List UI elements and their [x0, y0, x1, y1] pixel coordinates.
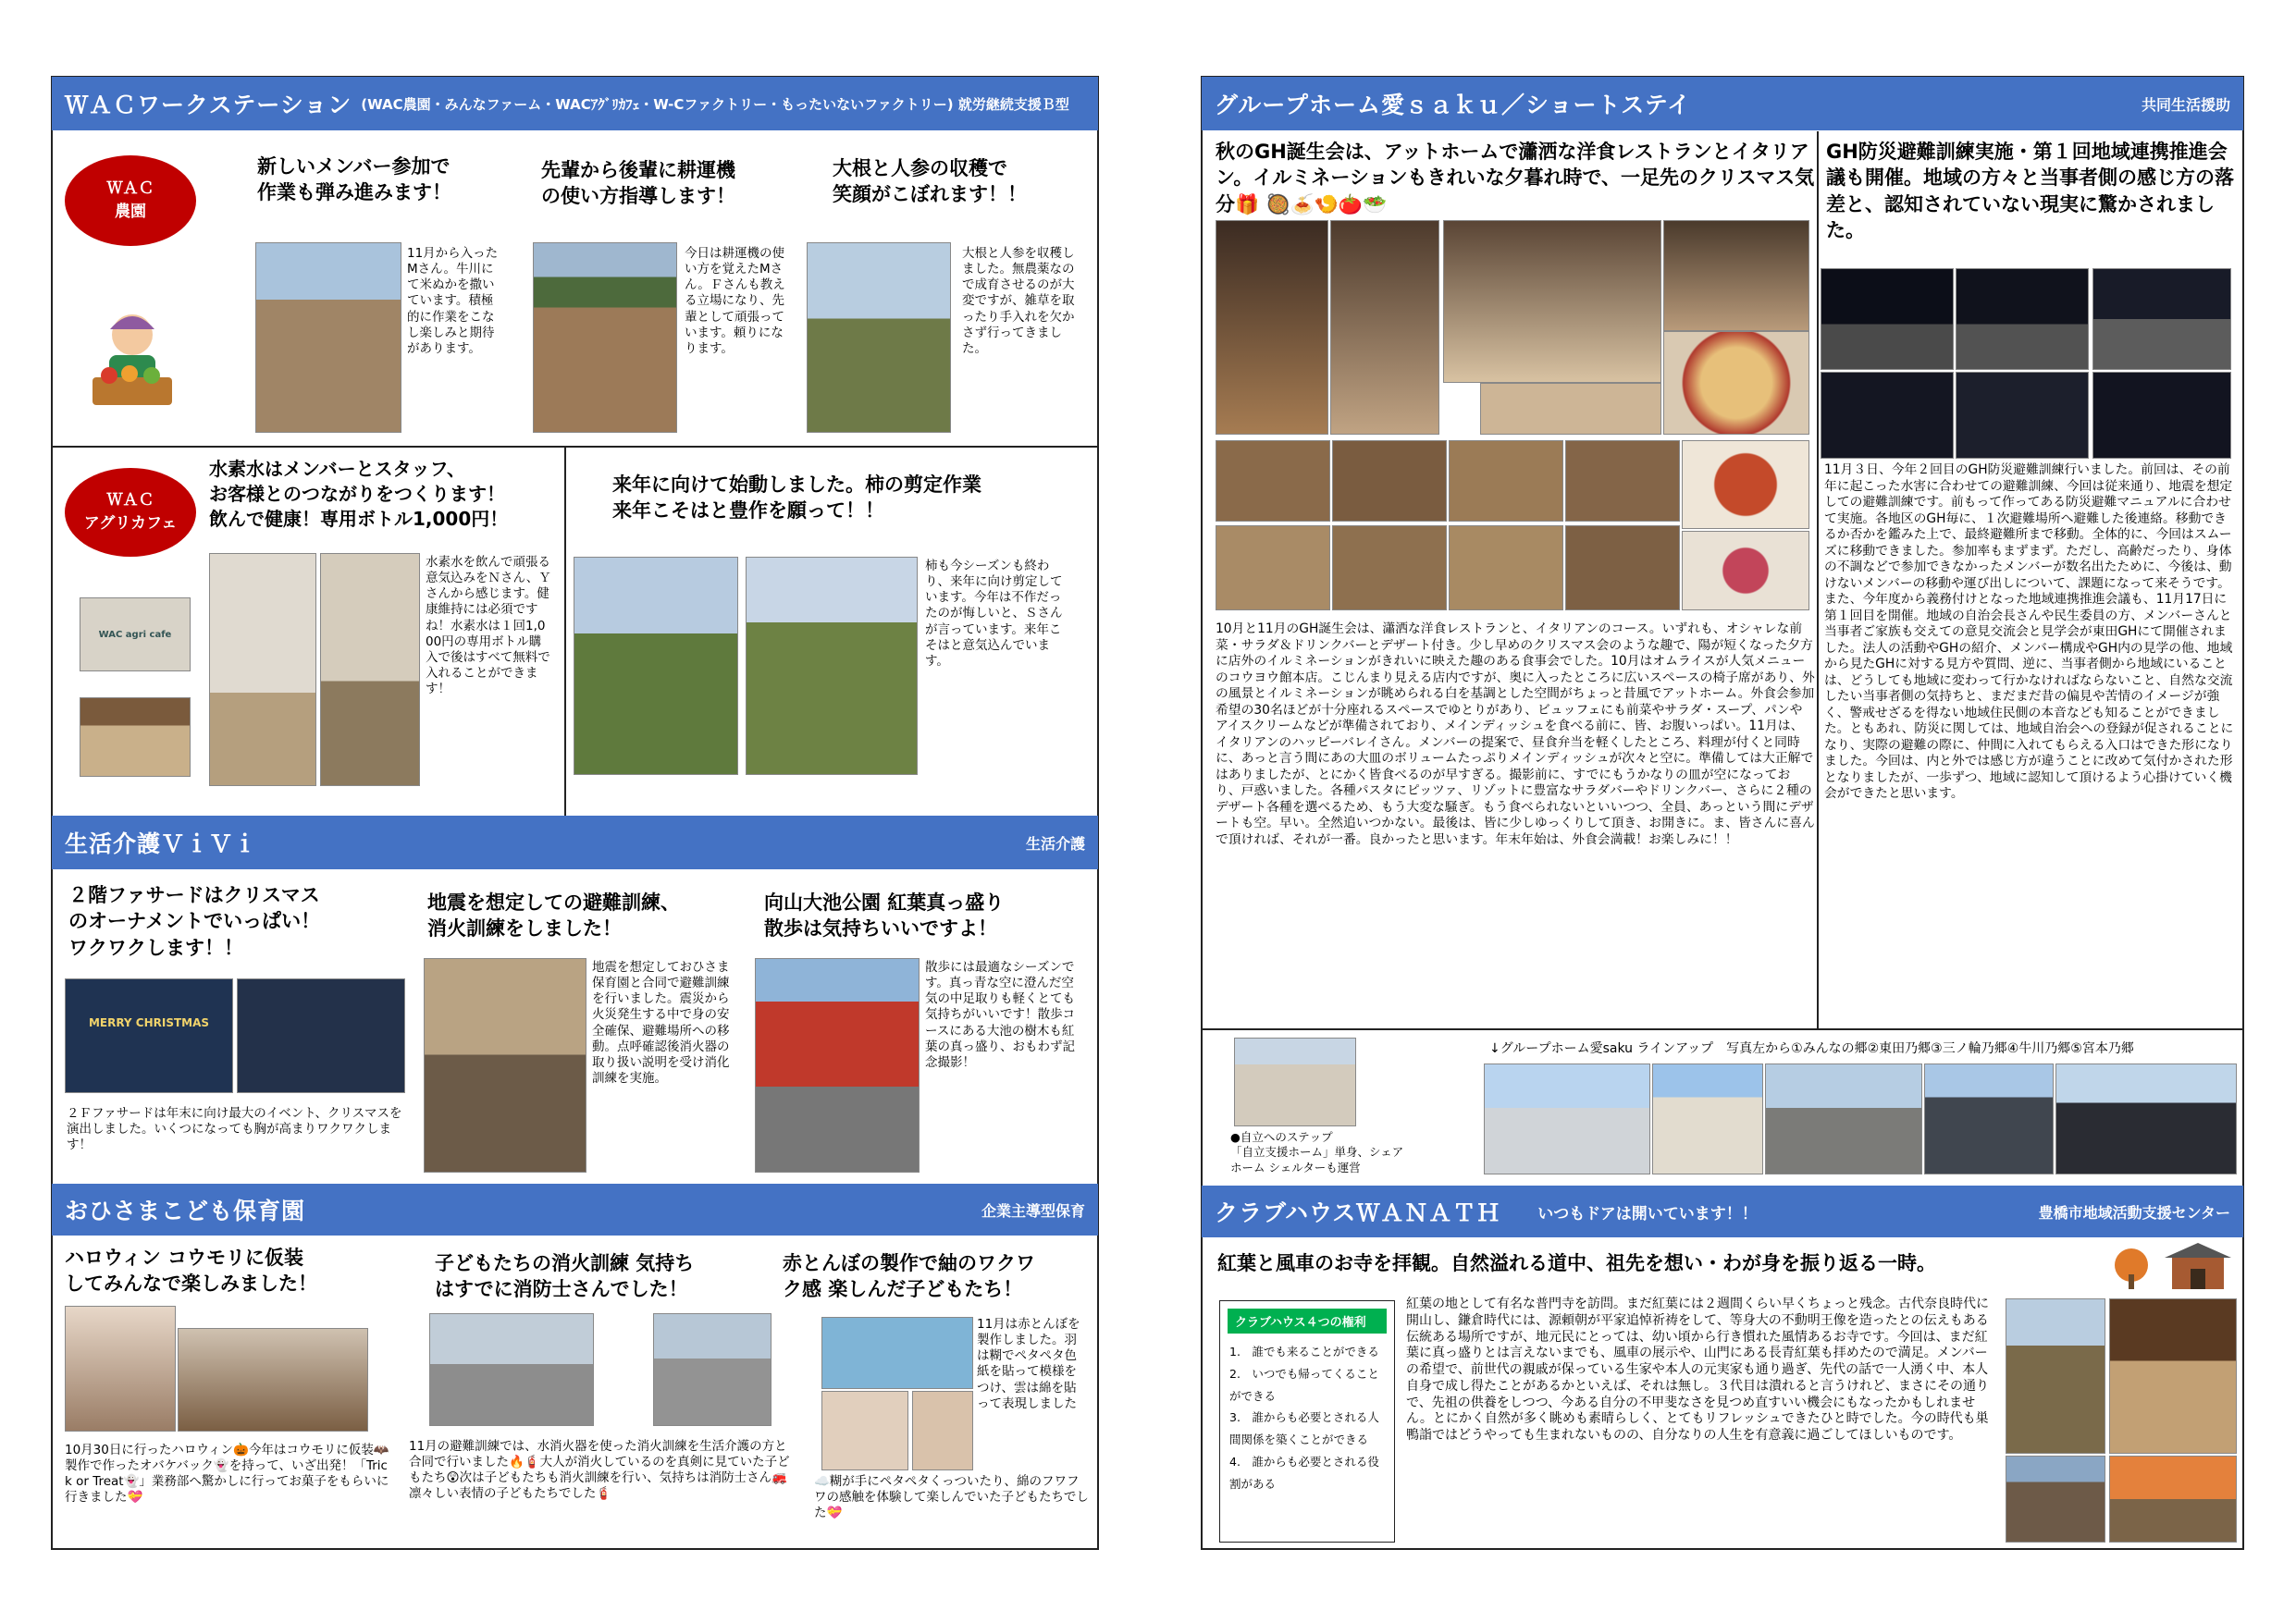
club-rights-box: [1219, 1300, 1395, 1543]
gh-bosai-text: 11月３日、今年２回目のGH防災避難訓練行いました。前回は、その前年に起こった水害に合わせての避難訓練、今回は従来通り、地震を想定しての避難訓練です。前もって作ってある防災避難マニュアルに合わせて実施。各地区のGH毎に、１次避難場所へ避難した後連絡。移動できるか否かを鑑みた上で、最終避難所まで移動。全体的に、今回はスムーズに移動できました。参加率もまずまず。ただし、高齢だったり、身体の不調などで参加できなかったメンバーが数名出たために、今後は、動けないメンバーの移動や運び出しについて、課題になって来そうです。また、今年度から義務付けとなった地域連携推進会議も、11月17日に第１回目を開催。地域の自治会長さんや民生委員の方、メンバーさんと当事者ご家族も交えての意見交流会と見学会が東田GHにて開催されました。法人の活動やGHの紹介、メンバー構成やGH内の見学の他、地域から見たGHに対する見方や質問、逆に、当事者側から地域にいることは、どうしても地域に変わって行かなければならないこと、自然な交流したい当事者側の気持ちと、まだまだ昔の偏見や苦情のイメージが強く、警戒せざるを得ない地域住民側の本音なども知ることができました。ともあれ、防災に関しては、地域自治会への登録が促されることになり、実際の避難の際に、仲間に入れてもらえる入口はできた形になりました。今回は、内と外では感じ方が違うことに改めて気付かされた形となりましたが、一歩ずつ、地域に認知して頂けるよう心掛けていく機会ができたと思います。: [1824, 462, 2234, 802]
hoiku3-text-1: 11月は赤とんぼを製作しました。羽は糊でペタペタ色紙を貼って模様をつけ、雲は綿を貼って表現しました: [977, 1317, 1080, 1411]
hoiku1-photo-1: [65, 1306, 176, 1432]
prune-headline: 来年に向けて始動しました。柿の剪定作業 来年こそはと豊作を願って！！: [612, 473, 981, 523]
cafe-sign-photo: [80, 597, 191, 671]
vivi3-photo: [755, 958, 920, 1173]
gh-home-photo: [1234, 1038, 1356, 1126]
hoiku-right-label: 企業主導型保育: [981, 1201, 1085, 1220]
gh-dinner-photo-3: [1449, 440, 1563, 522]
hoiku-title: おひさまこども保育園: [65, 1198, 306, 1224]
gh-dinner-photo-4: [1565, 440, 1680, 522]
gh-lineup-photo-4: [1924, 1064, 2054, 1174]
hoiku3-photo-1: [821, 1317, 973, 1389]
gh-drill-photo-4: [1821, 372, 1954, 459]
club-text: 紅葉の地として有名な普門寺を訪問。まだ紅葉には２週間くらい早くちょっと残念。古代奈良時代に開山し、鎌倉時代には、源頼朝が平家追悼祈祷をして、等身大の不動明王像を造ったとの伝えもある伝統ある場所ですが、地元民にとっては、幼い頃から行き慣れた風情あるお寺です。今回は、まだ紅葉に真っ盛りとは言えないまでも、風車の展示や、山門にある長青紅葉も拝めたので満足。メンバーの希望で、前世代の親戚が保っている生家や本人の元実家も通り過ぎ、先代の話で一人湧く中、本人自身で成し得たことがあるかといえば、それは無し。３代目は潰れると言うけれど、まさにその通りで、先祖の供養をしつつ、今ある自分の不甲斐なさを見つめ直すいい機会にもなったかもしれません。とにかく自然が多く眺めも素晴らしく、とてもリフレッシュできたひと時でした。今の時代も巣鴨詣ではどうやっても生まれないものの、自分なりの人生を有意義に過ごしてほしいものです。: [1406, 1297, 1989, 1444]
cafe-text: 水素水を飲んで頑張る意気込みをＮさん、Ｙさんから感じます。健康維持には必須ですね！水素水は１回1,000円の専用ボトル購入で後はすべて無料で入れることができます！: [426, 555, 551, 697]
wac-header-bar: [52, 77, 1098, 130]
gh-birthday-photo-2: [1330, 220, 1439, 435]
gh-birthday-photo-1: [1216, 220, 1328, 435]
gh-title: グループホーム愛ｓａｋｕ／ショートステイ: [1215, 92, 1692, 118]
gh-birthday-headline: 秋のGH誕生会は、アットホームで瀟洒な洋食レストランとイタリアン。イルミネーションもきれいな夕暮れ時で、一足先のクリスマス気分🎁 🥘🍝🍤🍅🥗: [1216, 141, 1815, 215]
club-right-item: 1. 誰でも来ることができる: [1229, 1345, 1379, 1359]
farm2-text: 今日は耕運機の使い方を覚えたMさん。Ｆさんも教える立場になり、先輩として頑張っています。頼りになります。: [685, 246, 785, 356]
gh-lineup-caption: ↓グループホーム愛saku ラインアップ 写真左から①みんなの郷②東田乃郷③三ノ輪乃郷④牛川乃郷⑤宮本乃郷: [1489, 1041, 2134, 1056]
vivi-header-bar: [52, 816, 1098, 869]
gh-drill-photo-6: [2092, 372, 2231, 459]
gh-bosai-headline: GH防災避難訓練実施・第１回地域連携推進会議も開催。地域の方々と当事者側の感じ方の落差と、認知されていない現実に驚かされました。: [1826, 141, 2234, 242]
gh-dinner-photo-7: [1332, 525, 1447, 610]
gh-dinner-photo-2: [1332, 440, 1447, 522]
vivi1-photo-1: [65, 978, 233, 1093]
vivi2-headline: 地震を想定しての避難訓練、 消火訓練をしました！: [427, 891, 680, 941]
divider: [1202, 1028, 2243, 1030]
vivi-right-label: 生活介護: [1025, 834, 1085, 853]
vivi1-text: ２Ｆファサードは年末に向け最大のイベント、クリスマスを演出しました。いくつになっても胸が高まりワクワクします！: [67, 1106, 402, 1153]
club-right-label: 豊橋市地域活動支援センター: [2038, 1203, 2230, 1222]
hoiku-header-bar: [52, 1184, 1098, 1236]
cafe-headline: 水素水はメンバーとスタッフ、 お客様とのつながりをつくります！ 飲んで健康！専用ボトル1,000円！: [209, 458, 509, 530]
gh-drill-photo-1: [1821, 268, 1954, 370]
vivi-title: 生活介護ＶｉＶｉ: [65, 830, 258, 857]
gh-right-label: 共同生活援助: [2141, 95, 2230, 114]
cafe-shelf-photo: [80, 697, 191, 777]
farm1-text: 11月から入ったMさん。牛川にて米ぬかを撒いています。積極的に作業をこなし楽しみと期待があります。: [407, 246, 499, 356]
gh-dessert-photo: [1682, 531, 1809, 610]
farm1-photo: [255, 242, 401, 433]
club-title: クラブハウスＷＡＮＡＴＨ: [1215, 1199, 1501, 1226]
cafe-photo-1: [209, 553, 316, 786]
gh-birthday-photo-4: [1480, 383, 1661, 435]
hoiku1-headline: ハロウィン コウモリに仮装 してみんなで楽しみました！: [65, 1247, 317, 1296]
club-photo-3: [2006, 1456, 2105, 1543]
hoiku2-photo-1: [429, 1313, 594, 1426]
vivi3-headline: 向山大池公園 紅葉真っ盛り 散歩は気持ちいいですよ！: [764, 891, 1005, 941]
gh-step-text: ●自立へのステップ 「自立支援ホーム」単身、シェア ホーム シェルターも運営: [1230, 1130, 1404, 1174]
vivi1-headline: ２階ファサードはクリスマス のオーナメントでいっぱい！ ワクワクします！！: [68, 884, 321, 959]
hoiku3-headline: 赤とんぼの製作で紬のワクワ ク感 楽しんだ子どもたち！: [783, 1252, 1035, 1301]
wac-farm-badge: ＷＡＣ 農園: [65, 155, 196, 246]
temple-gate-icon: [2161, 1241, 2235, 1295]
gh-lineup-photo-5: [2055, 1064, 2237, 1174]
farm2-headline: 先輩から後輩に耕運機 の使い方指導します！: [541, 159, 735, 208]
club-right-item: 2. いつでも帰ってくることができる: [1229, 1366, 1379, 1403]
divider: [1817, 131, 1819, 1028]
prune-text: 柿も今シーズンも終わり、来年に向け剪定しています。今年は不作だったのが悔しいと、Ｓさんが言っています。来年こそはと意気込んでいます。: [925, 559, 1063, 669]
club-photo-1: [2006, 1298, 2105, 1454]
gh-dinner-photo-1: [1216, 440, 1330, 522]
vivi3-text: 散歩には最適なシーズンです。真っ青な空に澄んだ空気の中足取りも軽くとても気持ちがいいです！散歩コースにある大池の樹木も紅葉の真っ盛り、おもわず記念撮影！: [925, 960, 1075, 1070]
hoiku1-photo-2: [178, 1328, 368, 1432]
cafe-sign: WAC agri cafe: [98, 629, 172, 640]
gh-lineup-photo-2: [1652, 1064, 1763, 1174]
gh-dinner-photo-8: [1449, 525, 1563, 610]
prune-photo-1: [574, 557, 738, 775]
gh-header-bar: [1202, 77, 2243, 130]
club-mid-label: いつもドアは開いています！！: [1537, 1204, 1758, 1223]
autumn-tree-icon: [2105, 1247, 2157, 1291]
gh-birthday-photo-5: [1663, 220, 1809, 331]
gh-dinner-photo-6: [1216, 525, 1330, 610]
farm3-text: 大根と人参を収穫しました。無農薬なので成育させるのが大変ですが、雑草を取ったり手入れを欠かさず行ってきました。: [962, 246, 1075, 356]
gh-lineup-photo-3: [1765, 1064, 1922, 1174]
vivi2-text: 地震を想定しておひさま保育園と合同で避難訓練を行いました。震災から火災発生する中で身の安全確保、避難場所への移動。点呼確認後消火器の取り扱い説明を受け消化訓練を実施。: [592, 960, 730, 1086]
farm2-photo: [533, 242, 677, 433]
gh-birthday-photo-3: [1443, 220, 1661, 383]
divider: [52, 446, 1098, 448]
gh-birthday-text: 10月と11月のGH誕生会は、瀟洒な洋食レストランと、イタリアンのコース。いずれも、オシャレな前菜・サラダ＆ドリンクバーとデザート付き。少し早めのクリスマス会のような趣で、陽が短くなった夕方に店外のイルミネーションがきれいに映えた趣のある食事会でした。10月はオムライスが人気メニューのコウヨウ館本店。こじんまり見える店内ですが、奥に入ったところに広いスペースの椅子席があり、外の風景とイルミネーションが眺められる白を基調とした空間がちょっと昔風でアットホーム。外食会参加希望の30名ほどが十分座れるスペースでゆとりがあり、ビュッフェにも前菜やサラダ・スープ、パンやアイスクリームなどが準備されており、メインディッシュを食べる前に、皆、お腹いっぱい。11月は、イタリアンのハッピーバレイさん。メンバーの提案で、昼食弁当を軽くしたところ、料理が付くと同時に、あっと言う間にあの大皿のボリュームたっぷりメインディッシュが次々と空に。準備しては大正解ではありましたが、とにかく皆食べるのが早すぎる。撮影前に、すでにもうかなりの皿が空になっており、戸惑いました。各種パスタにピッツァ、リゾットに豊富なサラダバーやドリンクバー、さらに２種のデザート各種を選べるため、もう大変な騒ぎ。もう食べられないといいつつ、全員、あっという間にデザートも空。早い。全然追いつかない。最後は、皆に少しゆっくりして頂き、お開きに。ま、皆さんに喜んで頂ければ、それが一番。良かったと思います。年末年始は、外食会満載！お楽しみに！！: [1216, 621, 1815, 847]
prune-photo-2: [746, 557, 918, 775]
hoiku3-text-2: ☁️糊が手にペタペタくっついたり、綿のフワフワの感触を体験して楽しんでいた子どもたちでした💝: [814, 1474, 1089, 1521]
club-right-item: 3. 誰からも必要とされる人間関係を築くことができる: [1229, 1410, 1379, 1446]
club-photo-4: [2109, 1456, 2237, 1543]
farm3-photo: [807, 242, 951, 433]
gh-drill-photo-2: [1956, 268, 2089, 370]
hoiku3-photo-2: [821, 1391, 908, 1470]
wac-subtitle: (WAC農園・みんなファーム・WACｱｸﾞﾘｶﾌｪ・W-Cファクトリー・もったいないファクトリー) 就労継続支援Ｂ型: [361, 95, 1069, 113]
gh-lineup-photo-1: [1484, 1064, 1650, 1174]
cafe-photo-2: [320, 553, 420, 786]
vivi2-photo: [424, 958, 586, 1173]
wac-cafe-badge: ＷＡＣ アグリカフェ: [65, 468, 196, 557]
farmer-illustration: [81, 301, 183, 411]
gh-pizza-photo: [1663, 331, 1809, 435]
hoiku2-photo-2: [653, 1313, 772, 1426]
hoiku2-text: 11月の避難訓練では、水消火器を使った消火訓練を生活介護の方と合同で行いました🔥🧯大人が消火しているのを真剣に見ていた子どもたち😲次は子どもたちも消火訓練を行い、気持ちは消防士さん🚒凛々しい表情の子どもたちでした🧯: [409, 1439, 790, 1502]
farmer-icon: [81, 301, 183, 411]
farm3-headline: 大根と人参の収穫で 笑顔がこぼれます！！: [833, 157, 1027, 206]
gh-drill-photo-3: [2092, 268, 2231, 370]
gh-dinner-photo-5: [1682, 440, 1809, 529]
club-header-bar: [1202, 1186, 2243, 1237]
vivi1-photo-2: [237, 978, 405, 1093]
club-headline: 紅葉と風車のお寺を拝観。自然溢れる道中、祖先を想い・わが身を振り返る一時。: [1217, 1252, 1936, 1274]
hoiku1-text: 10月30日に行ったハロウィン🎃今年はコウモリに仮装🦇製作で作ったオバケバック👻を持って、いざ出発！「Trick or Treat👻」業務部へ驚かしに行ってお菓子をもらいに行きました💝: [65, 1443, 389, 1506]
club-right-item: 4. 誰からも必要とされる役割がある: [1229, 1454, 1379, 1491]
hoiku3-photo-3: [912, 1391, 973, 1470]
merry-christmas-sign: MERRY CHRISTMAS: [88, 1016, 210, 1029]
farm1-headline: 新しいメンバー参加で 作業も弾み進みます！: [257, 155, 451, 204]
club-photo-2: [2109, 1298, 2237, 1454]
gh-drill-photo-5: [1956, 372, 2089, 459]
wac-title: ＷＡＣワークステーション: [65, 92, 352, 118]
divider: [564, 448, 566, 816]
gh-dinner-photo-9: [1565, 525, 1680, 610]
club-rights-title: クラブハウス４つの権利: [1228, 1309, 1387, 1334]
hoiku2-headline: 子どもたちの消火訓練 気持ち はすでに消防士さんでした！: [435, 1252, 695, 1301]
